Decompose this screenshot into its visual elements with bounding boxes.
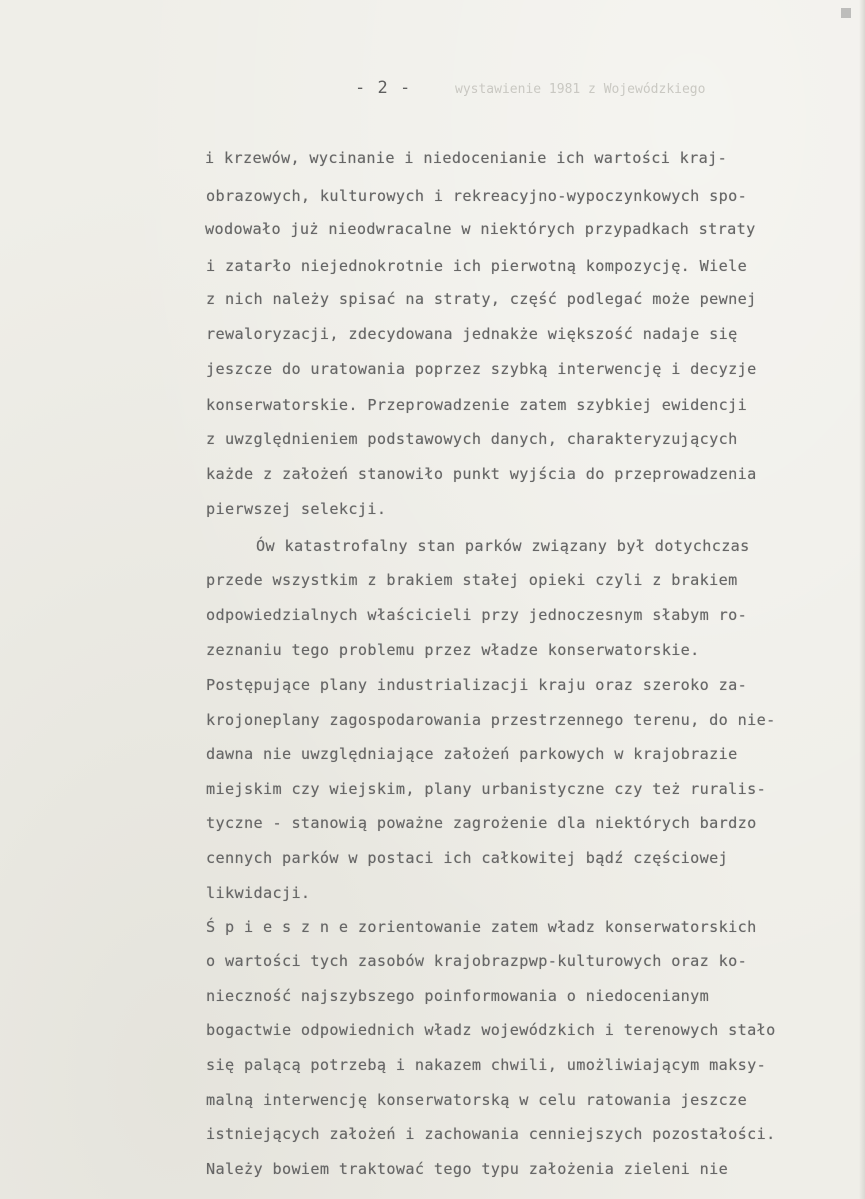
text-line: istniejących założeń i zachowania cenniejszych pozostałości. — [206, 1125, 776, 1143]
text-line: Należy bowiem traktować tego typu założenia zieleni nie — [206, 1160, 729, 1178]
text-line: konserwatorskie. Przeprowadzenie zatem szybkiej ewidencji — [206, 396, 748, 414]
text-line: Postępujące plany industrializacji kraju oraz szeroko za- — [206, 676, 748, 694]
text-line: o wartości tych zasobów krajobrazpwp-kulturowych oraz ko- — [206, 952, 748, 970]
text-line: zeznaniu tego problemu przez władze konserwatorskie. — [206, 641, 700, 659]
text-line: tyczne - stanowią poważne zagrożenie dla niektórych bardzo — [206, 814, 757, 832]
text-line: z nich należy spisać na straty, część podlegać może pewnej — [206, 290, 757, 308]
text-line: i zatarło niejednokrotnie ich pierwotną kompozycję. Wiele — [206, 257, 748, 275]
text-line: wodowało już nieodwracalne w niektórych przypadkach straty — [205, 220, 756, 238]
text-line: każde z założeń stanowiło punkt wyjścia do przeprowadzenia — [206, 465, 757, 483]
faint-bleedthrough-text: wystawienie 1981 z Wojewódzkiego — [455, 82, 706, 97]
text-line: dawna nie uwzględniające założeń parkowych w krajobrazie — [206, 745, 738, 763]
text-line: pierwszej selekcji. — [206, 500, 387, 518]
text-line: likwidacji. — [206, 884, 311, 902]
text-line: krojoneplany zagospodarowania przestrzennego terenu, do nie- — [206, 711, 776, 729]
text-line: Ów katastrofalny stan parków związany był dotychczas — [256, 537, 750, 555]
text-line: się palącą potrzebą i nakazem chwili, umożliwiającym maksy- — [206, 1056, 767, 1074]
text-line: miejskim czy wiejskim, plany urbanistyczne czy też ruralis- — [206, 780, 767, 798]
text-line: odpowiedzialnych właścicieli przy jednoczesnym słabym ro- — [206, 606, 748, 624]
text-line: przede wszystkim z brakiem stałej opieki czyli z brakiem — [206, 571, 738, 589]
text-line: cennych parków w postaci ich całkowitej bądź częściowej — [206, 849, 729, 867]
text-line: Ś p i e s z n e zorientowanie zatem władz konserwatorskich — [206, 918, 757, 936]
text-line: rewaloryzacji, zdecydowana jednakże większość nadaje się — [206, 325, 738, 343]
text-line: malną interwencję konserwatorską w celu ratowania jeszcze — [206, 1091, 748, 1109]
text-line: i krzewów, wycinanie i niedocenianie ich wartości kraj- — [205, 149, 728, 167]
text-line: bogactwie odpowiednich władz wojewódzkich i terenowych stało — [206, 1021, 776, 1039]
text-line: nieczność najszybszego poinformowania o niedocenianym — [206, 987, 710, 1005]
text-line: z uwzględnieniem podstawowych danych, charakteryzujących — [206, 430, 738, 448]
text-line: jeszcze do uratowania poprzez szybką interwencję i decyzje — [206, 360, 757, 378]
text-line: obrazowych, kulturowych i rekreacyjno-wypoczynkowych spo- — [206, 187, 748, 205]
page-number: - 2 - — [355, 78, 412, 98]
